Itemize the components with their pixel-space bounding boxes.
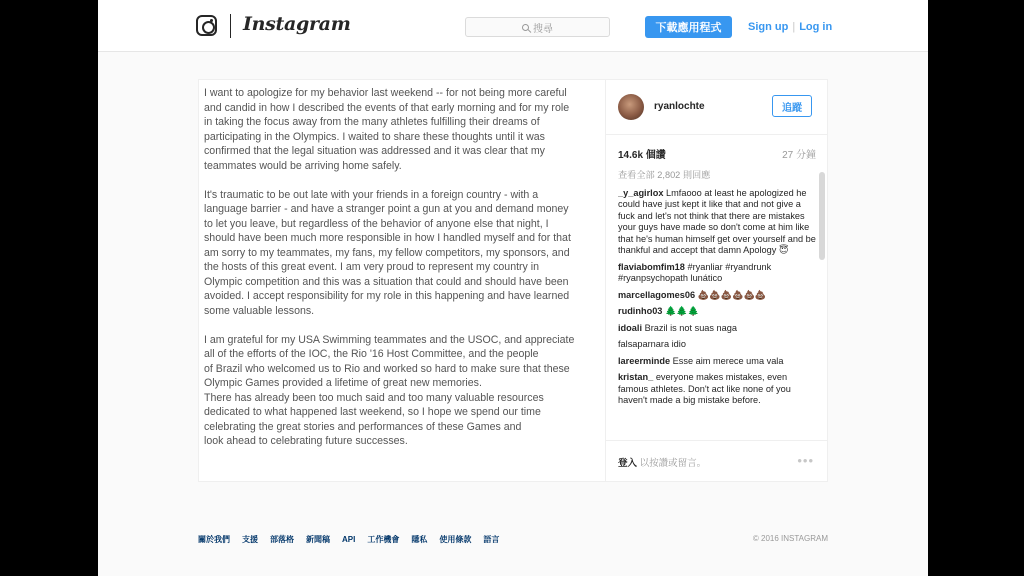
caption-line: dedicated to what happened last weekend, so I hope we spend our time — [204, 406, 541, 418]
caption-line: Olympic Games provided a lifetime of great new memories. — [204, 377, 482, 389]
caption-line: language barrier - and have a stranger point a gun at you and demand money — [204, 203, 569, 215]
caption-line: participating in the Olympics. I waited to share these thoughts until it was — [204, 130, 545, 143]
post-author-header — [606, 80, 828, 135]
post-caption-image — [199, 80, 605, 481]
like-count[interactable]: 14.6k 個讚 — [618, 150, 666, 161]
login-prompt-text: 以按讚或留言。 — [639, 458, 707, 469]
avatar[interactable] — [618, 94, 644, 120]
footer-links — [198, 534, 828, 545]
caption-line: avoided. I accept responsibility for my role in this happening and have learned — [204, 290, 570, 302]
logo-divider — [230, 14, 231, 38]
footer-link[interactable]: 工作機會 — [367, 535, 400, 544]
post-age[interactable]: 27 分鐘 — [782, 150, 816, 161]
caption-line: in taking the focus away from the many athletes fulfilling their dreams of — [204, 116, 540, 128]
footer-link[interactable]: API — [342, 535, 356, 544]
comment-item — [618, 290, 816, 302]
footer-link[interactable]: 語言 — [483, 535, 500, 544]
caption-line: some valuable lessons. — [204, 304, 315, 317]
post-stats — [618, 146, 816, 161]
comment-text: #ryanliar #ryandrunk #ryanpsychopath lunático — [618, 261, 772, 283]
comment-text: Esse aim merece uma vala — [672, 355, 784, 366]
footer-link[interactable]: 新聞稿 — [306, 535, 330, 544]
auth-separator: | — [792, 21, 796, 33]
footer-link[interactable]: 使用條款 — [439, 535, 472, 544]
comment-username[interactable]: kristan_ — [618, 372, 654, 382]
scrollbar-thumb[interactable] — [819, 172, 825, 260]
comment-username[interactable]: rudinho03 — [618, 306, 663, 316]
caption-line: Olympic competition and this was a situation that could and should have been — [204, 275, 569, 288]
comment-text: everyone makes mistakes, even famous athletes. Don't act like none of you haven't made a big mistake before. — [618, 372, 791, 405]
caption-line: I want to apologize for my behavior last weekend -- for not being more careful — [204, 87, 567, 99]
comment-item — [618, 372, 816, 407]
instagram-wordmark[interactable]: Instagram — [243, 13, 351, 35]
top-navigation-bar — [98, 0, 928, 52]
footer-link[interactable]: 隱私 — [411, 535, 428, 544]
comment-text: falsaparnara idio — [618, 339, 686, 349]
comment-username[interactable]: idoali — [618, 322, 642, 333]
caption-line: and candid in how I described the events of that early morning and for my role — [204, 101, 570, 114]
search-placeholder: 搜尋 — [533, 23, 553, 35]
caption-line: all of the efforts of the IOC, the Rio '16 Host Committee, and the people — [204, 348, 539, 360]
sign-up-link[interactable]: Sign up — [748, 21, 789, 33]
more-options-icon[interactable]: ••• — [797, 453, 814, 468]
comment-item — [618, 188, 816, 257]
caption-line: celebrating the great stories and performances of these Games and — [204, 420, 522, 433]
search-icon — [522, 24, 529, 31]
comment-text: Lmfaooo at least he apologized he could have just kept it like that and not give a fuck and let's not think that there are mistakes your guys have made so don't come at him like that he's human himself get over yourself and be thankful and accept that damn Apology 😇 — [618, 187, 816, 255]
comment-container — [618, 188, 816, 407]
search-input[interactable] — [465, 17, 610, 37]
comment-item — [618, 306, 816, 318]
comment-username[interactable]: flaviabomfim18 — [618, 261, 685, 272]
download-app-button[interactable]: 下載應用程式 — [645, 16, 732, 38]
caption-line: It's traumatic to be out late with your friends in a foreign country - with a — [204, 188, 539, 201]
comment-item — [618, 262, 816, 285]
comment-list — [618, 170, 816, 440]
comment-username[interactable]: marcellagomes06 — [618, 289, 696, 300]
instagram-camera-icon[interactable] — [196, 15, 217, 36]
auth-links — [748, 21, 832, 33]
caption-gap — [204, 173, 605, 188]
post-sidebar — [605, 80, 827, 481]
caption-line: the hosts of this great event. I am very proud to represent my country in — [204, 261, 540, 273]
caption-line: am sorry to my teammates, my fans, my fellow competitors, my sponsors, and — [204, 246, 570, 259]
load-more-comments[interactable]: 查看全部 2,802 則回應 — [618, 170, 711, 180]
login-link[interactable]: 登入 — [618, 458, 638, 469]
author-username[interactable]: ryanlochte — [654, 101, 705, 112]
login-prompt — [618, 455, 706, 469]
caption-line: to let you leave, but regardless of the behavior of anyone else that night, I — [204, 217, 549, 230]
comment-text: 💩💩💩💩💩💩 — [697, 289, 767, 300]
log-in-link[interactable]: Log in — [799, 21, 833, 33]
caption-line: should have been much more responsible in how I handled myself and for that — [204, 232, 571, 244]
caption-line: teammates would be arriving home safely. — [204, 159, 402, 172]
caption-gap — [204, 318, 605, 333]
caption-line: I am grateful for my USA Swimming teammates and the USOC, and appreciate — [204, 333, 575, 346]
caption-line: of Brazil who welcomed us to Rio and worked so hard to make sure that these — [204, 362, 570, 375]
page-footer — [198, 534, 828, 545]
footer-link[interactable]: 支援 — [242, 535, 258, 544]
comment-username[interactable]: _y_agirlox — [618, 187, 664, 198]
comment-text: Brazil is not suas naga — [644, 322, 737, 333]
follow-button[interactable]: 追蹤 — [772, 95, 812, 117]
footer-link[interactable]: 部落格 — [270, 535, 294, 544]
caption-line: look ahead to celebrating future successes. — [204, 435, 408, 447]
login-prompt-bar — [606, 440, 828, 481]
footer-link[interactable]: 關於我們 — [198, 535, 230, 544]
comment-item — [618, 356, 816, 368]
comments-scrollbar[interactable] — [819, 172, 825, 440]
browser-viewport — [98, 0, 928, 576]
copyright: © 2016 INSTAGRAM — [752, 534, 828, 543]
post-card — [198, 79, 828, 482]
comment-username[interactable]: lareerminde — [618, 355, 671, 366]
caption-line: confirmed that the legal situation was addressed and it was clear that my — [204, 145, 545, 157]
comment-item — [618, 323, 816, 335]
caption-line: There has already been too much said and too many valuable resources — [204, 391, 544, 404]
comment-text: 🌲🌲🌲 — [664, 306, 700, 316]
comment-item — [618, 339, 816, 351]
